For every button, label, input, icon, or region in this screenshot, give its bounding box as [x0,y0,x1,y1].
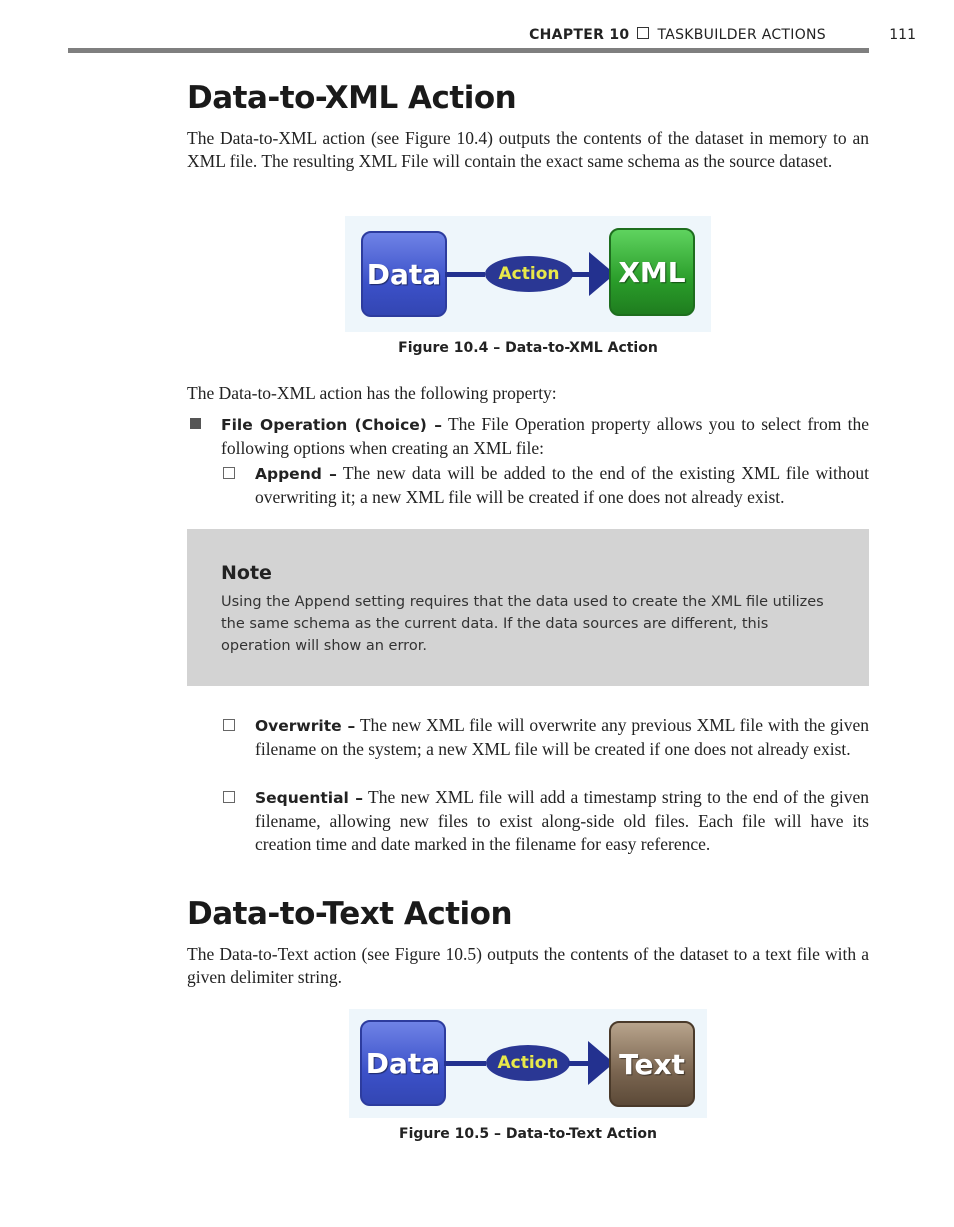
option-term: Sequential – [255,789,363,807]
option-text: The new XML file will add a timestamp string to the end of the given filename, allowing new files to exist along-side old files. Each file will have its creation time and date marked in the filename for easy reference. [255,787,870,854]
connector-line [444,1061,486,1066]
chapter-heading [529,27,826,43]
section-label: TASKBUILDER ACTIONS [657,27,826,43]
page-number: 111 [889,27,916,43]
data-block: Data [361,231,447,317]
option-item-append [255,462,869,509]
figure-caption-10-4: Figure 10.4 – Data-to-XML Action [398,340,658,356]
action-oval: Action [486,1045,570,1081]
section-title-data-to-xml: Data-to-XML Action [187,80,517,116]
option-text: The new XML file will overwrite any previous XML file with the given filename on the system; a new XML file will be created if one does not already exist. [255,715,869,759]
data-block: Data [360,1020,446,1106]
option-term: Overwrite – [255,717,356,735]
option-text: The new data will be added to the end of the existing XML file without overwriting it; a new XML file will be created if one does not already exist. [255,463,869,507]
action-oval: Action [485,256,573,292]
note-box [187,529,869,686]
separator-box-icon [637,27,649,39]
bullet-hollow-square-icon [223,467,235,479]
option-term: Append – [255,465,337,483]
connector-line [571,272,591,277]
property-term: File Operation (Choice) – [221,416,442,434]
bullet-square-icon [190,418,201,429]
property-item [221,413,869,460]
property-text: The File Operation property allows you to select from the following options when creating an XML file: [221,414,870,458]
section-title-data-to-text: Data-to-Text Action [187,896,513,932]
intro-paragraph-text: The Data-to-Text action (see Figure 10.5) outputs the contents of the dataset to a text file with a given delimiter string. [187,944,869,987]
bullet-hollow-square-icon [223,791,235,803]
text-block: Text [609,1021,695,1107]
connector-line [568,1061,590,1066]
figure-caption-10-5: Figure 10.5 – Data-to-Text Action [399,1126,657,1142]
option-item-overwrite [255,714,869,761]
bullet-hollow-square-icon [223,719,235,731]
option-item-sequential [255,786,869,856]
note-title: Note [221,562,272,584]
chapter-label: CHAPTER 10 [529,27,630,43]
connector-line [445,272,485,277]
property-intro: The Data-to-XML action has the following property: [187,383,557,403]
running-header [68,27,916,47]
xml-block: XML [609,228,695,316]
header-rule [68,48,869,53]
intro-paragraph-xml: The Data-to-XML action (see Figure 10.4) outputs the contents of the dataset in memory to an XML file. The resulting XML File will contain the exact same schema as the source dataset. [187,128,869,171]
figure-data-to-xml [345,216,711,332]
note-text: Using the Append setting requires that the data used to create the XML file utilizes the same schema as the current data. If the data sources are different, this operation will show an error. [221,594,824,654]
figure-data-to-text [349,1009,707,1118]
